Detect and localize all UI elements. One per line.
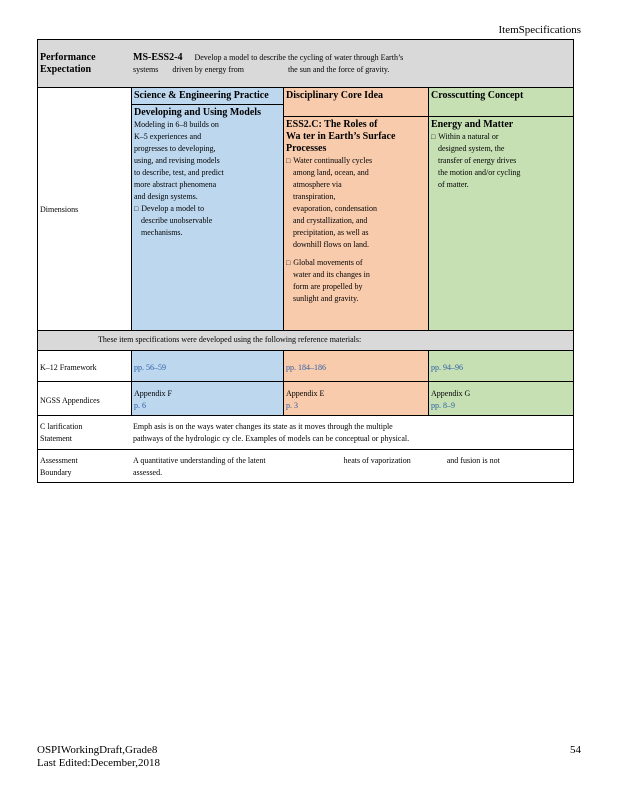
boundary-statement: A quantitative understanding of the latent heats of vaporization and fusion is not assessed. (133, 456, 500, 477)
appendix-sep-name: Appendix F (134, 389, 172, 398)
framework-ccc-cell (428, 351, 573, 381)
clarification-statement: Emph asis is on the ways water changes its state as it moves through the multiple pathways of the hydrologic cy cle. Examples of models can be conceptual or physical. (133, 422, 410, 443)
sep-bullet: □ Develop a model to (134, 203, 281, 215)
appendix-dci-page[interactable]: p. 3 (286, 401, 298, 410)
ccc-cell (428, 88, 573, 330)
framework-dci-cell (283, 351, 428, 381)
framework-label: K–12 Framework (40, 363, 97, 372)
dci-subheading: ESS2.C: The Roles of Wa ter in Earth’s Surface Processes (286, 119, 396, 154)
footer-info: OSPIWorkingDraft,Grade8 Last Edited:December,2018 (37, 744, 160, 769)
framework-sep-link[interactable]: pp. 56–59 (134, 363, 166, 372)
sep-description: Modeling in 6–8 builds on K–5 experiences and progresses to developing, using, and revising models to describe, test, and predict more abstract phenomena and design systems. □ Develop a model to describe unobservable mechanisms. (134, 119, 281, 239)
page-number: 54 (570, 744, 581, 756)
running-header: ItemSpecifications (498, 24, 581, 36)
reference-note: These item specifications were developed using the following reference materials: (98, 335, 362, 344)
appendix-ccc-name: Appendix G (431, 389, 471, 398)
performance-expectation-label: Performance Expectation (40, 52, 96, 75)
framework-sep-cell (131, 351, 283, 381)
sep-subheading: Developing and Using Models (134, 107, 261, 118)
ccc-description: □ Within a natural or designed system, the transfer of energy drives the motion and/or cycling of matter. (431, 131, 571, 191)
appendix-dci-cell (283, 382, 428, 415)
dci-heading: Disciplinary Core Idea (286, 90, 384, 101)
dci-description: □ Water continually cycles among land, ocean, and atmosphere via transpiration, evaporation, condensation and crystallization, and precipitation, as well as downhill flows on land. □ Global movements of water and its changes in form are propelled by sunlight and gravity. (286, 155, 426, 305)
appendix-ccc-page[interactable]: pp. 8–9 (431, 401, 455, 410)
boundary-label: Assessment Boundary (40, 456, 78, 477)
appendices-label: NGSS Appendices (40, 396, 100, 405)
framework-ccc-link[interactable]: pp. 94–96 (431, 363, 463, 372)
appendix-ccc-cell (428, 382, 573, 415)
performance-expectation-text: MS-ESS2-4 Develop a model to describe the cycling of water through Earth’s systems driven by energy from the sun and the force of gravity. (133, 52, 404, 74)
dimensions-label: Dimensions (40, 205, 79, 214)
sep-heading: Science & Engineering Practice (134, 90, 269, 101)
appendix-sep-cell (131, 382, 283, 415)
sep-cell (131, 88, 283, 330)
reference-note-row (37, 331, 574, 351)
ccc-heading: Crosscutting Concept (431, 90, 524, 101)
ccc-subheading: Energy and Matter (431, 119, 514, 130)
framework-dci-link[interactable]: pp. 184–186 (286, 363, 326, 372)
clarification-label: C larification Statement (40, 422, 83, 443)
dci-cell (283, 88, 428, 330)
appendix-sep-page[interactable]: p. 6 (134, 401, 146, 410)
appendix-dci-name: Appendix E (286, 389, 325, 398)
